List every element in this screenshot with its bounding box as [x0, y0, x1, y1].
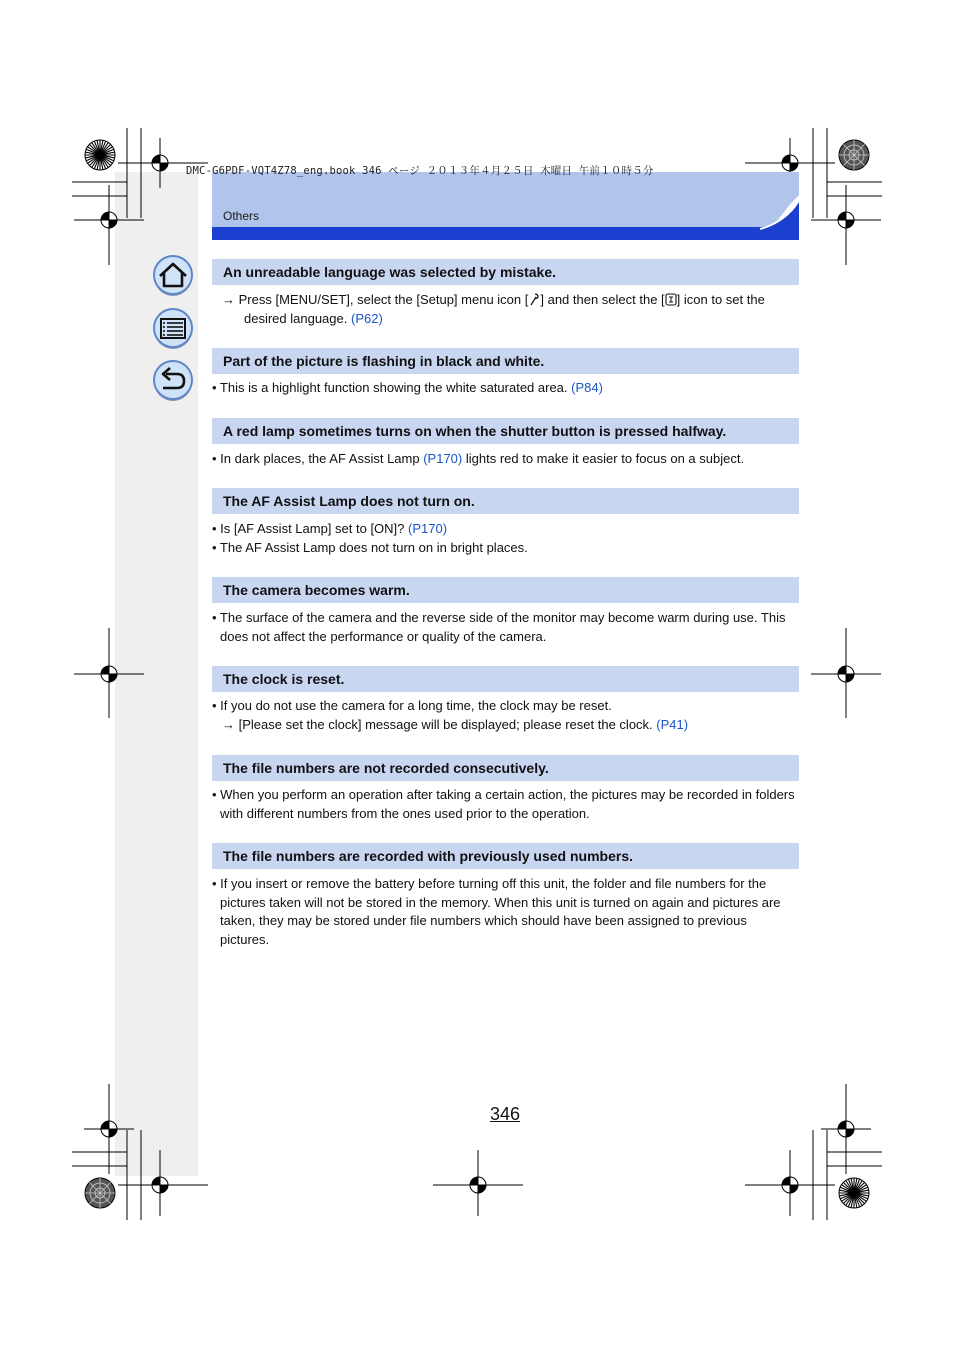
item-clock-reset-body [212, 697, 799, 734]
list-item [212, 291, 799, 328]
item-file-numbers-previous-body [212, 875, 799, 949]
heading-flashing: Part of the picture is flashing in black and white. [212, 348, 799, 374]
heading-af-assist: The AF Assist Lamp does not turn on. [212, 488, 799, 514]
page-link-p170[interactable]: (P170) [408, 521, 448, 536]
arrow-glyph: → [222, 292, 239, 307]
header-band [212, 172, 799, 240]
list-item [212, 379, 799, 398]
text-segment: ] icon to set the desired language. [244, 292, 765, 326]
list-item [212, 520, 799, 539]
section-label: Others [223, 209, 260, 223]
list-item: • The AF Assist Lamp does not turn on in bright places. [212, 539, 528, 555]
page-link-p84[interactable]: (P84) [571, 380, 603, 395]
text-segment: lights red to make it easier to focus on a subject. [462, 451, 745, 466]
heading-unreadable-language: An unreadable language was selected by mistake. [212, 259, 799, 285]
list-item: • If you do not use the camera for a long time, the clock may be reset. [212, 698, 612, 713]
text-segment: Press [MENU/SET], select the [Setup] menu icon [ [238, 292, 529, 307]
item-camera-warm-body [212, 609, 799, 646]
item-red-lamp-body [212, 450, 799, 469]
text-segment: → [Please set the clock] message will be displayed; please reset the clock. [222, 716, 657, 732]
back-arrow-icon[interactable] [152, 360, 194, 402]
heading-file-numbers-previous: The file numbers are recorded with previously used numbers. [212, 843, 799, 869]
home-icon[interactable] [152, 255, 194, 297]
text-segment: • This is a highlight function showing the white saturated area. [212, 380, 572, 395]
item-unreadable-language-body [212, 291, 799, 328]
item-flashing-body [212, 379, 799, 398]
list-item: • When you perform an operation after taking a certain action, the pictures may be recorded in folders with different numbers from the ones used prior to the operation. [212, 787, 795, 821]
page-link-p170[interactable]: (P170) [423, 451, 463, 466]
page-link-p41[interactable]: (P41) [656, 716, 689, 732]
item-af-assist-body [212, 520, 799, 557]
wrench-icon [528, 293, 540, 306]
heading-camera-warm: The camera becomes warm. [212, 577, 799, 603]
list-item [212, 716, 799, 735]
list-item: • The surface of the camera and the reverse side of the monitor may become warm during use. This does not affect the performance or quality of the camera. [212, 610, 786, 644]
text-segment: ] and then select the [ [540, 292, 665, 307]
heading-file-numbers-consecutive: The file numbers are not recorded consecutively. [212, 755, 799, 781]
language-icon [665, 293, 677, 306]
item-file-numbers-consecutive-body [212, 786, 799, 823]
text-segment: • In dark places, the AF Assist Lamp [212, 451, 424, 466]
list-item: • If you insert or remove the battery before turning off this unit, the folder and file numbers for the pictures taken will not be stored in the memory. When this unit is turned on again and pictures are taken, they may be stored under file numbers which should have been assigned to previous pictures. [212, 876, 781, 947]
text-segment: • Is [AF Assist Lamp] set to [ON]? [212, 521, 409, 536]
list-item [212, 450, 799, 469]
heading-clock-reset: The clock is reset. [212, 666, 799, 692]
page-number: 346 [490, 1104, 521, 1124]
page-link-p62[interactable]: (P62) [350, 310, 383, 326]
menu-list-icon[interactable] [152, 308, 194, 350]
heading-red-lamp: A red lamp sometimes turns on when the shutter button is pressed halfway. [212, 418, 799, 444]
file-header: DMC-G6PDF-VQT4Z78_eng.book 346 ページ ２０１３年４月２５日 木曜日 午前１０時５分 [186, 165, 654, 177]
